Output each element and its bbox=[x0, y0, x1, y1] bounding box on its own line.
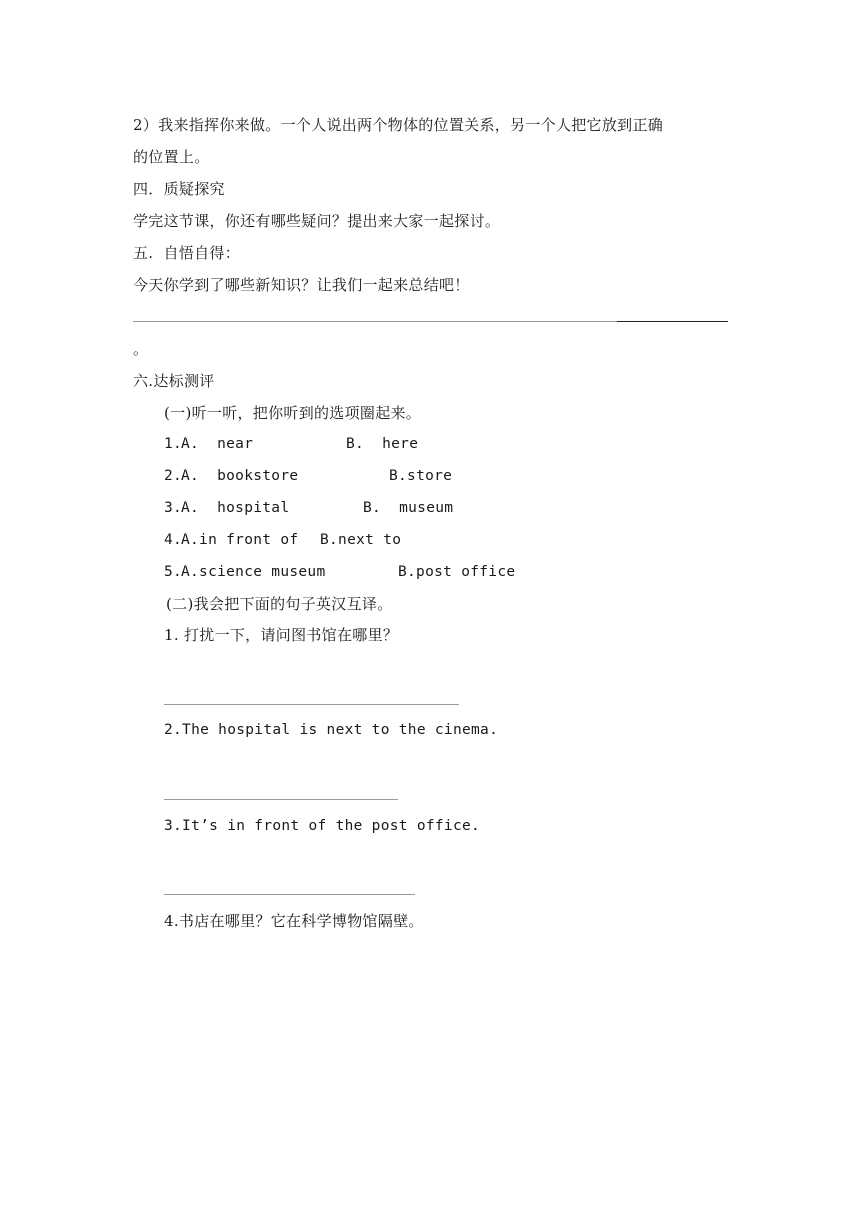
activity-line-1: 2）我来指挥你来做。一个人说出两个物体的位置关系，另一个人把它放到正确 bbox=[133, 116, 664, 134]
listening-item-4-a: A.in front of bbox=[181, 532, 299, 548]
listening-title: (一)听一听，把你听到的选项圈起来。 bbox=[164, 404, 422, 422]
listening-item-4-num: 4. bbox=[164, 532, 183, 548]
activity-line-2: 的位置上。 bbox=[133, 148, 210, 166]
translation-answer-line-2 bbox=[164, 799, 398, 800]
listening-item-3-b: B. museum bbox=[363, 500, 454, 516]
listening-item-2-num: 2. bbox=[164, 468, 183, 484]
section-5-heading: 五. 自悟自得： bbox=[133, 244, 241, 262]
translation-item-2: 2.The hospital is next to the cinema. bbox=[164, 722, 499, 738]
listening-item-5-num: 5. bbox=[164, 564, 183, 580]
translation-item-3: 3.It’s in front of the post office. bbox=[164, 818, 481, 834]
listening-item-1-a: A. near bbox=[181, 436, 254, 452]
translation-item-1: 1. 打扰一下，请问图书馆在哪里？ bbox=[164, 626, 399, 644]
summary-answer-line bbox=[133, 321, 617, 322]
listening-item-5-a: A.science museum bbox=[181, 564, 326, 580]
section-4-text: 学完这节课，你还有哪些疑问？提出来大家一起探讨。 bbox=[133, 212, 501, 230]
listening-item-2-b: B.store bbox=[389, 468, 453, 484]
section-6-heading: 六.达标测评 bbox=[133, 372, 215, 390]
translation-answer-line-3 bbox=[164, 894, 415, 895]
section-5-text: 今天你学到了哪些新知识？让我们一起来总结吧！ bbox=[133, 276, 470, 294]
summary-answer-line-end bbox=[617, 321, 728, 322]
listening-item-5-b: B.post office bbox=[398, 564, 516, 580]
summary-end-mark: 。 bbox=[133, 340, 149, 358]
section-4-heading: 四．质疑探究 bbox=[133, 180, 225, 198]
listening-item-3-num: 3. bbox=[164, 500, 183, 516]
listening-item-1-b: B. here bbox=[346, 436, 419, 452]
listening-item-3-a: A. hospital bbox=[181, 500, 290, 516]
translation-answer-line-1 bbox=[164, 704, 459, 705]
translation-title: (二)我会把下面的句子英汉互译。 bbox=[166, 595, 393, 613]
listening-item-2-a: A. bookstore bbox=[181, 468, 299, 484]
listening-item-1-num: 1. bbox=[164, 436, 183, 452]
listening-item-4-b: B.next to bbox=[320, 532, 402, 548]
translation-item-4: 4.书店在哪里？它在科学博物馆隔壁。 bbox=[164, 912, 424, 930]
